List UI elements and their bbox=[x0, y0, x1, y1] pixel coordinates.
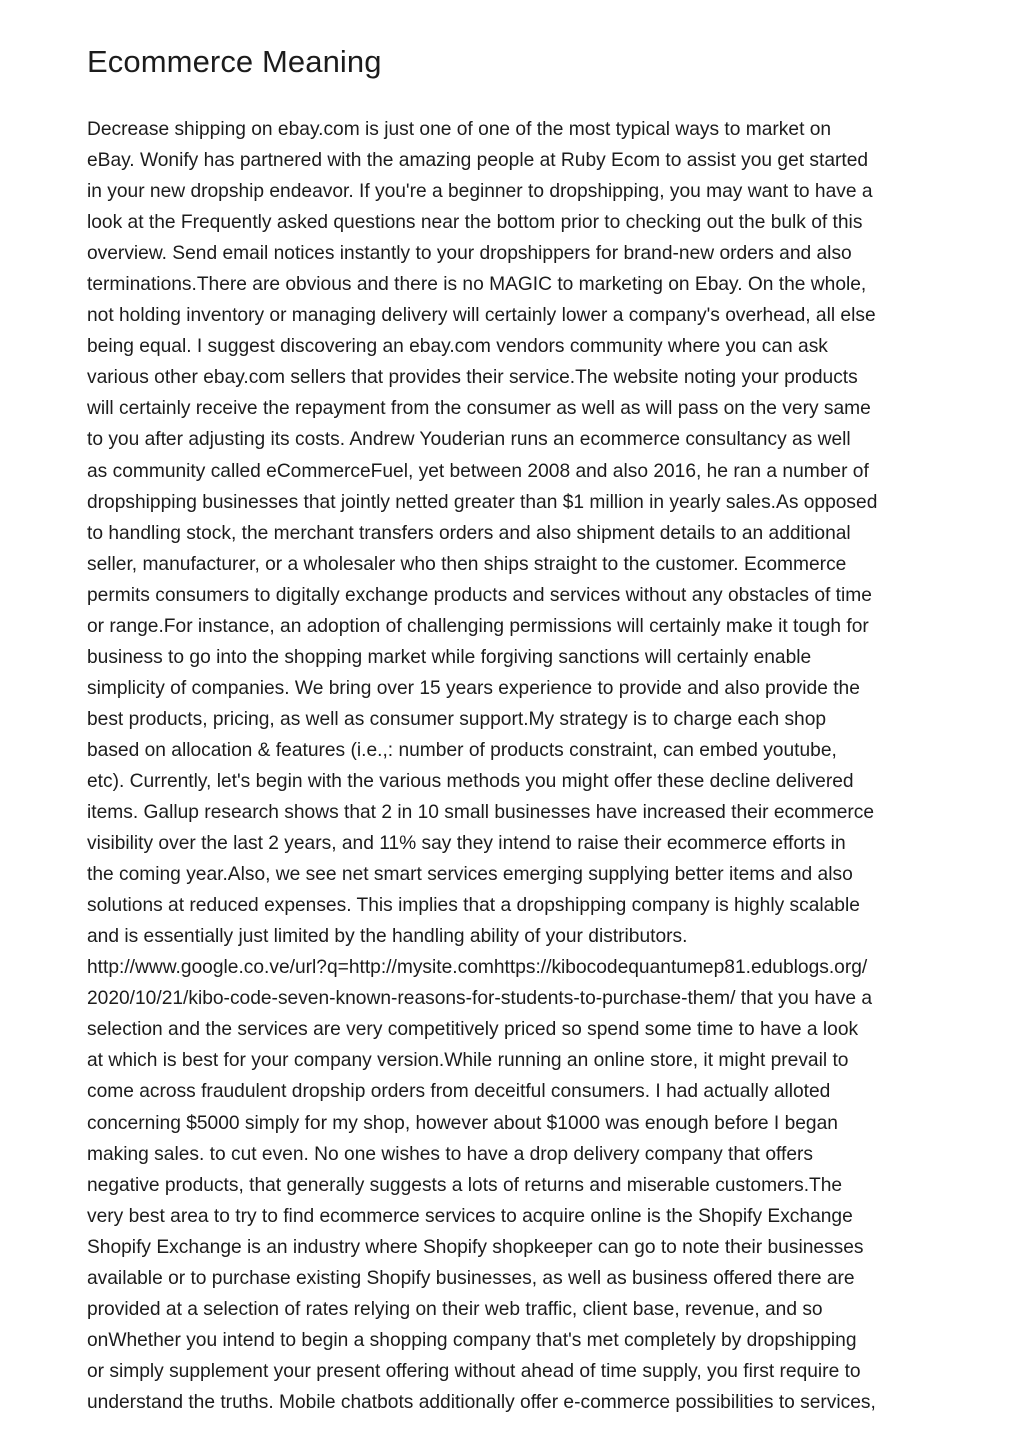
body-text-line: or simply supplement your present offering without ahead of time supply, you first require to bbox=[87, 1360, 861, 1382]
body-text-line: concerning $5000 simply for my shop, however about $1000 was enough before I began bbox=[87, 1112, 838, 1134]
body-text-line: very best area to try to find ecommerce services to acquire online is the Shopify Exchange bbox=[87, 1205, 853, 1227]
body-text-line: available or to purchase existing Shopify businesses, as well as business offered there are bbox=[87, 1267, 855, 1289]
body-text-line: terminations.There are obvious and there is no MAGIC to marketing on Ebay. On the whole, bbox=[87, 274, 867, 296]
body-text-line: to handling stock, the merchant transfers orders and also shipment details to an additional bbox=[87, 522, 851, 544]
body-text-line: the coming year.Also, we see net smart services emerging supplying better items and also bbox=[87, 864, 853, 886]
body-text-line: etc). Currently, let's begin with the various methods you might offer these decline delivered bbox=[87, 770, 854, 792]
body-text-line: simplicity of companies. We bring over 15 years experience to provide and also provide the bbox=[87, 677, 860, 699]
body-text-line: look at the Frequently asked questions near the bottom prior to checking out the bulk of this bbox=[87, 212, 863, 234]
body-text-line: best products, pricing, as well as consumer support.My strategy is to charge each shop bbox=[87, 708, 827, 730]
body-text-line: seller, manufacturer, or a wholesaler who then ships straight to the customer. Ecommerce bbox=[87, 553, 847, 575]
body-text-line: dropshipping businesses that jointly netted greater than $1 million in yearly sales.As opposed bbox=[87, 491, 878, 513]
body-text-line: and is essentially just limited by the handling ability of your distributors. bbox=[87, 926, 688, 948]
body-text-line: selection and the services are very competitively priced so spend some time to have a look bbox=[87, 1019, 859, 1041]
body-text-line: business to go into the shopping market while forgiving sanctions will certainly enable bbox=[87, 646, 812, 668]
body-text-line: being equal. I suggest discovering an ebay.com vendors community where you can ask bbox=[87, 336, 828, 358]
body-text-line: http://www.google.co.ve/url?q=http://mysite.comhttps://kibocodequantumep81.edublogs.org/ bbox=[87, 957, 868, 979]
page-title: Ecommerce Meaning bbox=[87, 44, 382, 79]
body-text-line: overview. Send email notices instantly to your dropshippers for brand-new orders and also bbox=[87, 243, 852, 265]
body-text-line: in your new dropship endeavor. If you're a beginner to dropshipping, you may want to have a bbox=[87, 181, 873, 203]
body-text-line: will certainly receive the repayment from the consumer as well as will pass on the very same bbox=[87, 398, 871, 420]
body-text-line: to you after adjusting its costs. Andrew Youderian runs an ecommerce consultancy as well bbox=[87, 429, 851, 451]
body-text-line: Decrease shipping on ebay.com is just one of one of the most typical ways to market on bbox=[87, 119, 832, 140]
body-text-line: not holding inventory or managing delivery will certainly lower a company's overhead, all else bbox=[87, 305, 876, 327]
body-text-line: items. Gallup research shows that 2 in 10 small businesses have increased their ecommerce bbox=[87, 802, 875, 824]
body-text-line: onWhether you intend to begin a shopping company that's met completely by dropshipping bbox=[87, 1329, 857, 1351]
body-text-line: permits consumers to digitally exchange products and services without any obstacles of time bbox=[87, 584, 872, 606]
body-text-line: making sales. to cut even. No one wishes to have a drop delivery company that offers bbox=[87, 1143, 813, 1165]
body-text-line: Shopify Exchange is an industry where Shopify shopkeeper can go to note their businesses bbox=[87, 1236, 864, 1258]
body-text-line: understand the truths. Mobile chatbots additionally offer e-commerce possibilities to services, bbox=[87, 1391, 876, 1413]
body-text-line: or range.For instance, an adoption of challenging permissions will certainly make it tough for bbox=[87, 615, 869, 637]
body-text-line: eBay. Wonify has partnered with the amazing people at Ruby Ecom to assist you get started bbox=[87, 150, 869, 172]
body-text-line: based on allocation & features (i.e.,: number of products constraint, can embed youtube, bbox=[87, 739, 837, 761]
body-text-line: solutions at reduced expenses. This implies that a dropshipping company is highly scalable bbox=[87, 895, 860, 917]
body-text-line: as community called eCommerceFuel, yet between 2008 and also 2016, he ran a number of bbox=[87, 460, 869, 482]
body-text-line: 2020/10/21/kibo-code-seven-known-reasons-for-students-to-purchase-them/ that you have a bbox=[87, 988, 872, 1010]
body-text-line: come across fraudulent dropship orders from deceitful consumers. I had actually alloted bbox=[87, 1081, 831, 1103]
body-text-line: provided at a selection of rates relying on their web traffic, client base, revenue, and so bbox=[87, 1298, 823, 1320]
body-text-line: various other ebay.com sellers that provides their service.The website noting your products bbox=[87, 367, 858, 389]
article-body bbox=[87, 114, 957, 1418]
body-text-line: negative products, that generally suggests a lots of returns and miserable customers.The bbox=[87, 1174, 843, 1196]
body-text-line: visibility over the last 2 years, and 11% say they intend to raise their ecommerce efforts in bbox=[87, 833, 846, 855]
body-text-line: at which is best for your company version.While running an online store, it might prevail to bbox=[87, 1050, 849, 1072]
